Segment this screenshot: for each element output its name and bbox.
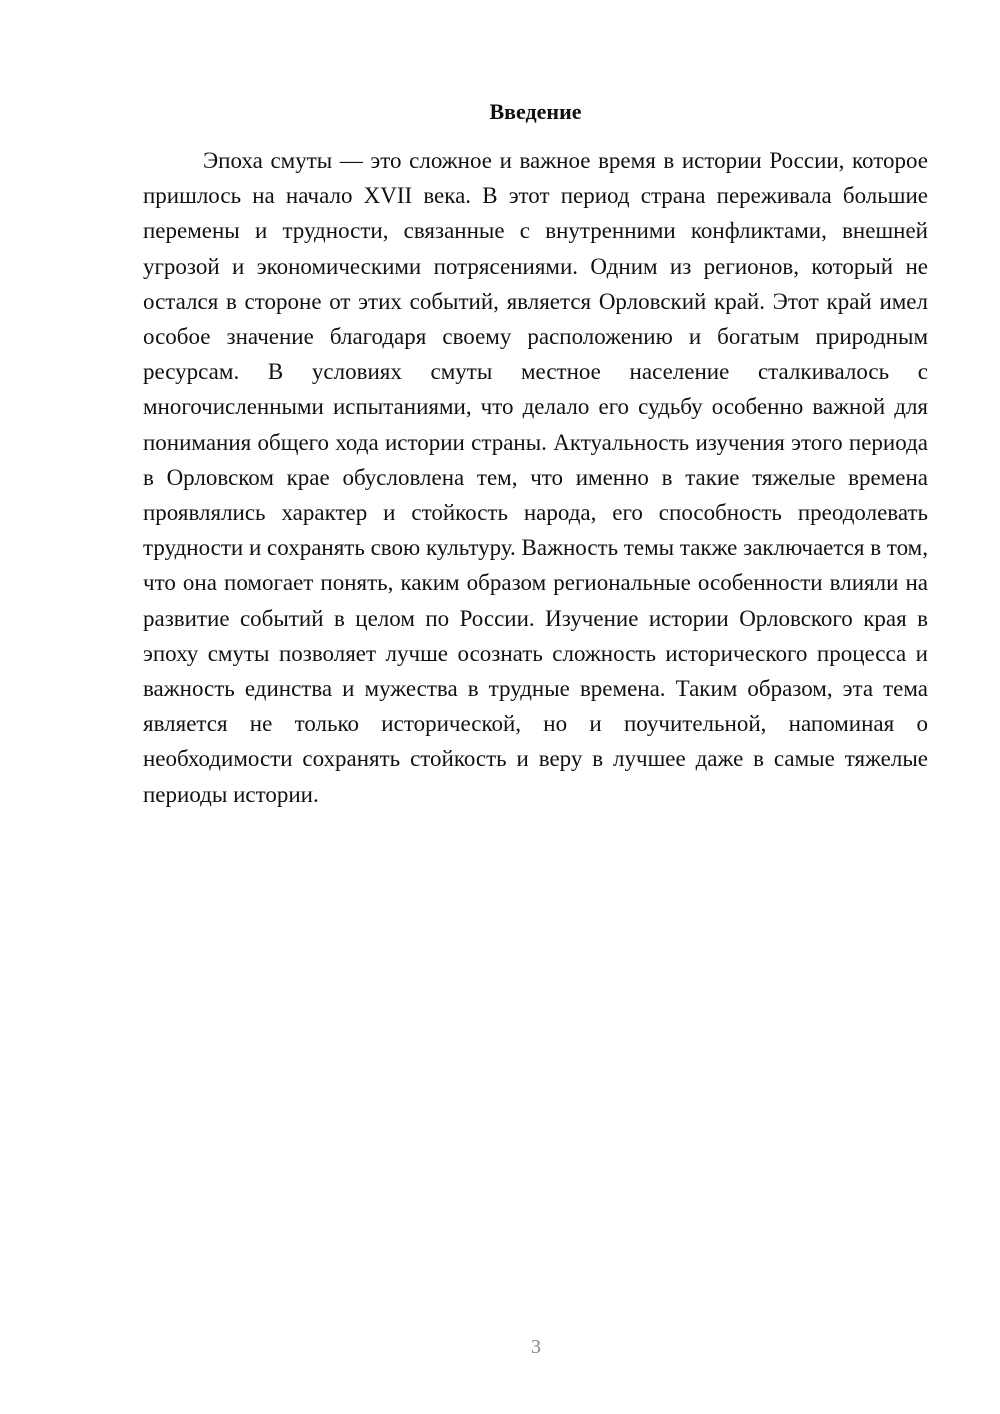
body-paragraph: Эпоха смуты — это сложное и важное время в истории России, которое пришлось на начало XVII века. В этот период страна переживала большие перемены и трудности, связанные с внутренними конфликтами, внешней угрозой и экономическими потрясениями. Одним из регионов, который не остался в стороне от этих событий, является Орловский край. Этот край имел особое значение благодаря своему расположению и богатым природным ресурсам. В условиях смуты местное население сталкивалось с многочисленными испытаниями, что делало его судьбу особенно важной для понимания общего хода истории страны. Актуальность изучения этого периода в Орловском крае обусловлена тем, что именно в такие тяжелые времена проявлялись характер и стойкость народа, его способность преодолевать трудности и сохранять свою культуру. Важность темы также заключается в том, что она помогает понять, каким образом региональные особенности влияли на развитие событий в целом по России. Изучение истории Орловского края в эпоху смуты позволяет лучше осознать сложность исторического процесса и важность единства и мужества в трудные времена. Таким образом, эта тема является не только исторической, но и поучительной, напоминая о необходимости сохранять стойкость и веру в лучшее даже в самые тяжелые периоды истории. (143, 148, 928, 807)
section-heading: Введение (489, 99, 582, 124)
page-number: 3 (531, 1336, 541, 1358)
